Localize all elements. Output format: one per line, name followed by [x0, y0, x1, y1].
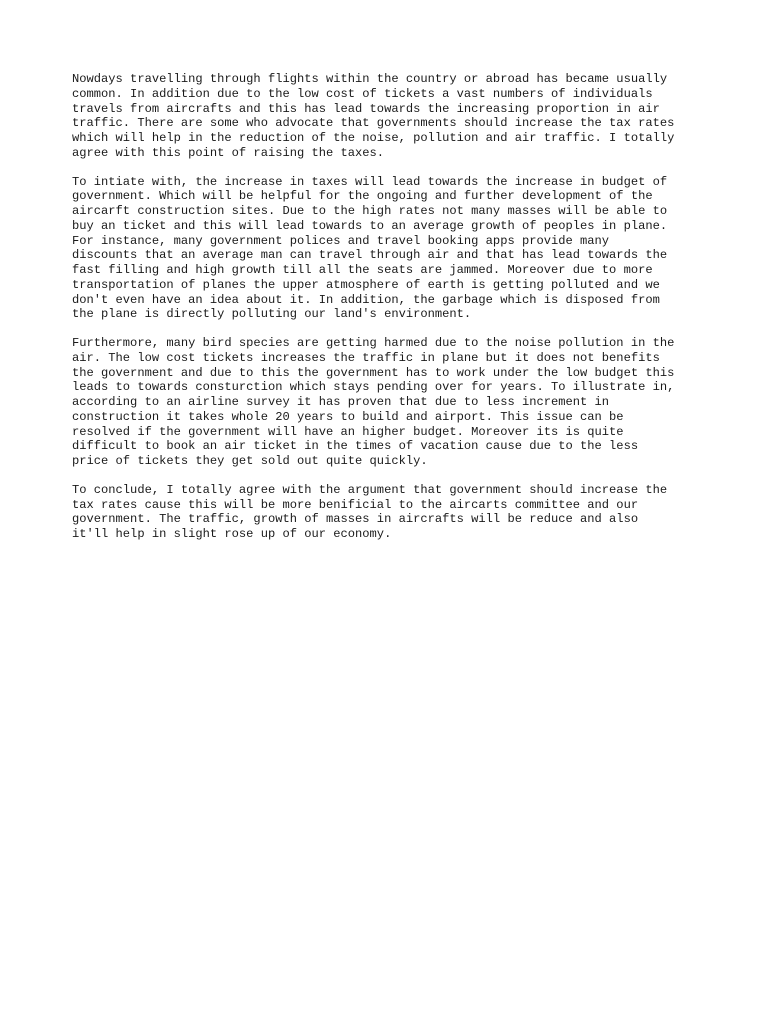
paragraph-body-1: To intiate with, the increase in taxes will lead towards the increase in budget of government. Which will be helpful for the ongoing and further development of the aircarft construction sites. Due to the high rates not many masses will be able to buy an ticket and this will lead towards to an average growth of peoples in plane. For instance, many government polices and travel booking apps provide many discounts that an average man can travel through air and that has lead towards the fast filling and high growth till all the seats are jammed. Moreover due to more transportation of planes the upper atmosphere of earth is getting polluted and we don't even have an idea about it. In addition, the garbage which is disposed from the plane is directly polluting our land's environment.	[72, 174, 668, 322]
paragraph-introduction: Nowdays travelling through flights within the country or abroad has became usually common. In addition due to the low cost of tickets a vast numbers of individuals travels from aircrafts and this has lead towards the increasing proportion in air traffic. There are some who advocate that governments should increase the tax rates which will help in the reduction of the noise, pollution and air traffic. I totally agree with this point of raising the taxes.	[72, 72, 675, 160]
document-body	[72, 72, 712, 556]
paragraph-body-2: Furthermore, many bird species are getting harmed due to the noise pollution in the air. The low cost tickets increases the traffic in plane but it does not benefits the government and due to this the government has to work under the low budget this leads to towards consturction which stays pending over for years. To illustrate in, according to an airline survey it has proven that due to less increment in construction it takes whole 20 years to build and airport. This issue can be resolved if the government will have an higher budget. Moreover its is quite difficult to book an air ticket in the times of vacation cause due to the less price of tickets they get sold out quite quickly.	[72, 336, 675, 468]
paragraph-conclusion: To conclude, I totally agree with the argument that government should increase the tax rates cause this will be more benificial to the aircarts committee and our government. The traffic, growth of masses in aircrafts will be reduce and also it'll help in slight rose up of our economy.	[72, 482, 668, 541]
